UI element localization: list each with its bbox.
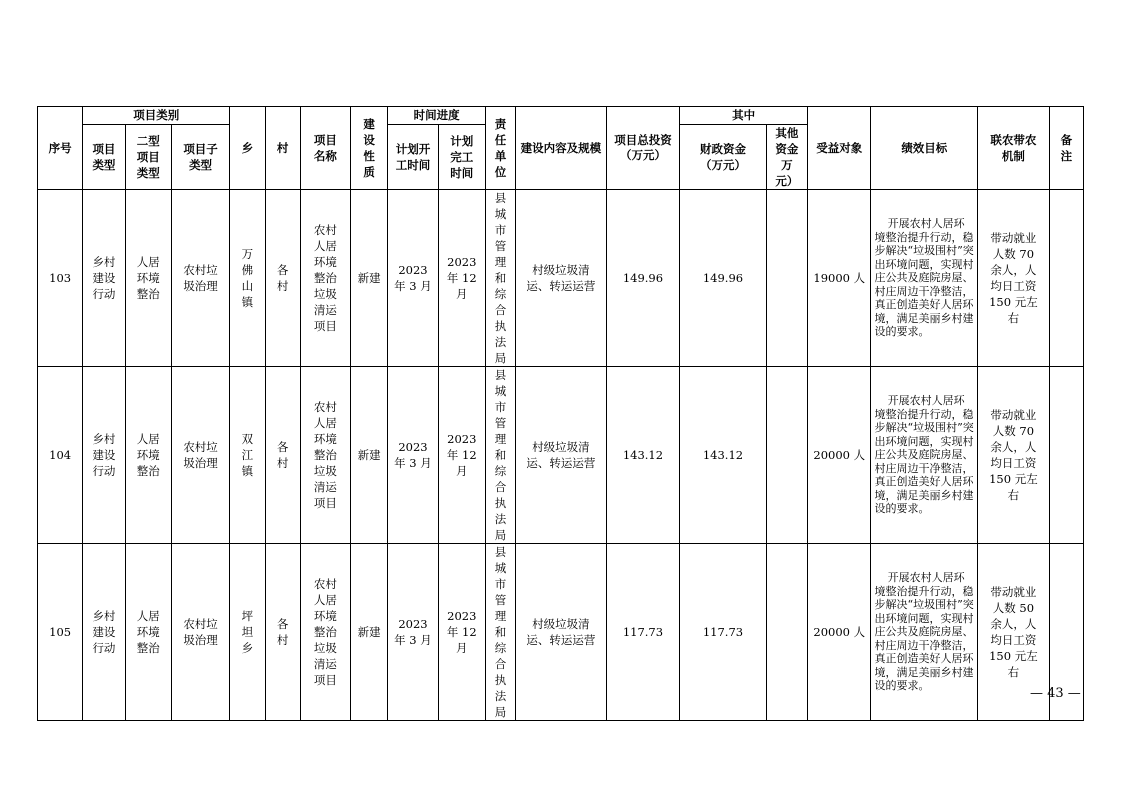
cell-other-funds xyxy=(766,190,807,367)
cell-remarks xyxy=(1049,190,1083,367)
header-responsible: 责任单位 xyxy=(485,107,515,190)
cell-other-funds xyxy=(766,367,807,544)
cell-seq: 103 xyxy=(38,190,83,367)
cell-total-investment: 117.73 xyxy=(606,544,679,721)
cell-sub-type: 农村垃圾治理 xyxy=(171,367,229,544)
header-remarks: 备注 xyxy=(1049,107,1083,190)
cell-performance: 开展农村人居环境整治提升行动，稳步解决“垃圾围村”突出环境问题，实现村庄公共及庭院房屋、村庄周边干净整洁，真正创造美好人居环境，满足美丽乡村建设的要求。 xyxy=(871,367,978,544)
cell-other-funds xyxy=(766,544,807,721)
cell-village: 各村 xyxy=(265,190,300,367)
cell-responsible: 县城市管理和综合执法局 xyxy=(485,544,515,721)
header-township: 乡 xyxy=(230,107,265,190)
cell-total-investment: 149.96 xyxy=(606,190,679,367)
cell-plan-start: 2023 年 3 月 xyxy=(388,544,438,721)
cell-fiscal: 117.73 xyxy=(680,544,767,721)
cell-mechanism: 带动就业人数 70 余人，人均日工资 150 元左右 xyxy=(978,367,1049,544)
cell-plan-end: 2023 年 12 月 xyxy=(438,544,485,721)
header-schedule-group: 时间进度 xyxy=(388,107,486,125)
table-header-row xyxy=(38,107,1084,125)
cell-performance: 开展农村人居环境整治提升行动，稳步解决“垃圾围村”突出环境问题，实现村庄公共及庭院房屋、村庄周边干净整洁，真正创造美好人居环境，满足美丽乡村建设的要求。 xyxy=(871,190,978,367)
header-beneficiaries: 受益对象 xyxy=(808,107,871,190)
cell-content: 村级垃圾清运、转运运营 xyxy=(516,190,607,367)
table-row xyxy=(38,190,1084,367)
cell-type2: 人居环境整治 xyxy=(125,544,171,721)
cell-nature: 新建 xyxy=(351,367,388,544)
cell-township: 万佛山镇 xyxy=(230,190,265,367)
header-mechanism: 联农带农机制 xyxy=(978,107,1049,190)
cell-mechanism: 带动就业人数 50 余人，人均日工资 150 元左右 xyxy=(978,544,1049,721)
cell-plan-end: 2023 年 12 月 xyxy=(438,367,485,544)
cell-project-name: 农村人居环境整治垃圾清运项目 xyxy=(300,367,350,544)
cell-fiscal: 149.96 xyxy=(680,190,767,367)
cell-township: 坪坦乡 xyxy=(230,544,265,721)
header-project-type: 项目类型 xyxy=(83,125,125,190)
cell-project-name: 农村人居环境整治垃圾清运项目 xyxy=(300,544,350,721)
table-row xyxy=(38,367,1084,544)
header-plan-start: 计划开工时间 xyxy=(388,125,438,190)
cell-responsible: 县城市管理和综合执法局 xyxy=(485,367,515,544)
cell-project-name: 农村人居环境整治垃圾清运项目 xyxy=(300,190,350,367)
cell-sub-type: 农村垃圾治理 xyxy=(171,544,229,721)
cell-plan-start: 2023 年 3 月 xyxy=(388,367,438,544)
header-content: 建设内容及规模 xyxy=(516,107,607,190)
page-number: — 43 — xyxy=(1030,686,1081,701)
cell-seq: 105 xyxy=(38,544,83,721)
header-nature: 建设性质 xyxy=(351,107,388,190)
cell-plan-start: 2023 年 3 月 xyxy=(388,190,438,367)
header-type2: 二型项目类型 xyxy=(125,125,171,190)
cell-responsible: 县城市管理和综合执法局 xyxy=(485,190,515,367)
header-other-funds: 其他资金万元） xyxy=(766,125,807,190)
cell-performance: 开展农村人居环境整治提升行动，稳步解决“垃圾围村”突出环境问题，实现村庄公共及庭院房屋、村庄周边干净整洁，真正创造美好人居环境，满足美丽乡村建设的要求。 xyxy=(871,544,978,721)
cell-content: 村级垃圾清运、转运运营 xyxy=(516,367,607,544)
cell-fiscal: 143.12 xyxy=(680,367,767,544)
header-village: 村 xyxy=(265,107,300,190)
header-total-investment: 项目总投资（万元） xyxy=(606,107,679,190)
cell-nature: 新建 xyxy=(351,544,388,721)
header-plan-end: 计划完工时间 xyxy=(438,125,485,190)
table-row xyxy=(38,544,1084,721)
cell-type2: 人居环境整治 xyxy=(125,190,171,367)
cell-project-type: 乡村建设行动 xyxy=(83,367,125,544)
cell-village: 各村 xyxy=(265,544,300,721)
cell-project-type: 乡村建设行动 xyxy=(83,190,125,367)
cell-beneficiaries: 20000 人 xyxy=(808,544,871,721)
cell-type2: 人居环境整治 xyxy=(125,367,171,544)
cell-township: 双江镇 xyxy=(230,367,265,544)
header-sub-type: 项目子类型 xyxy=(171,125,229,190)
header-category-group: 项目类别 xyxy=(83,107,230,125)
cell-mechanism: 带动就业人数 70 余人，人均日工资 150 元左右 xyxy=(978,190,1049,367)
cell-sub-type: 农村垃圾治理 xyxy=(171,190,229,367)
cell-beneficiaries: 20000 人 xyxy=(808,367,871,544)
cell-project-type: 乡村建设行动 xyxy=(83,544,125,721)
cell-remarks xyxy=(1049,367,1083,544)
header-performance: 绩效目标 xyxy=(871,107,978,190)
header-seq: 序号 xyxy=(38,107,83,190)
header-project-name: 项目名称 xyxy=(300,107,350,190)
cell-total-investment: 143.12 xyxy=(606,367,679,544)
cell-seq: 104 xyxy=(38,367,83,544)
cell-beneficiaries: 19000 人 xyxy=(808,190,871,367)
project-table xyxy=(37,106,1084,721)
cell-content: 村级垃圾清运、转运运营 xyxy=(516,544,607,721)
header-fiscal: 财政资金（万元） xyxy=(680,125,767,190)
cell-plan-end: 2023 年 12 月 xyxy=(438,190,485,367)
cell-nature: 新建 xyxy=(351,190,388,367)
header-of-which-group: 其中 xyxy=(680,107,808,125)
cell-village: 各村 xyxy=(265,367,300,544)
